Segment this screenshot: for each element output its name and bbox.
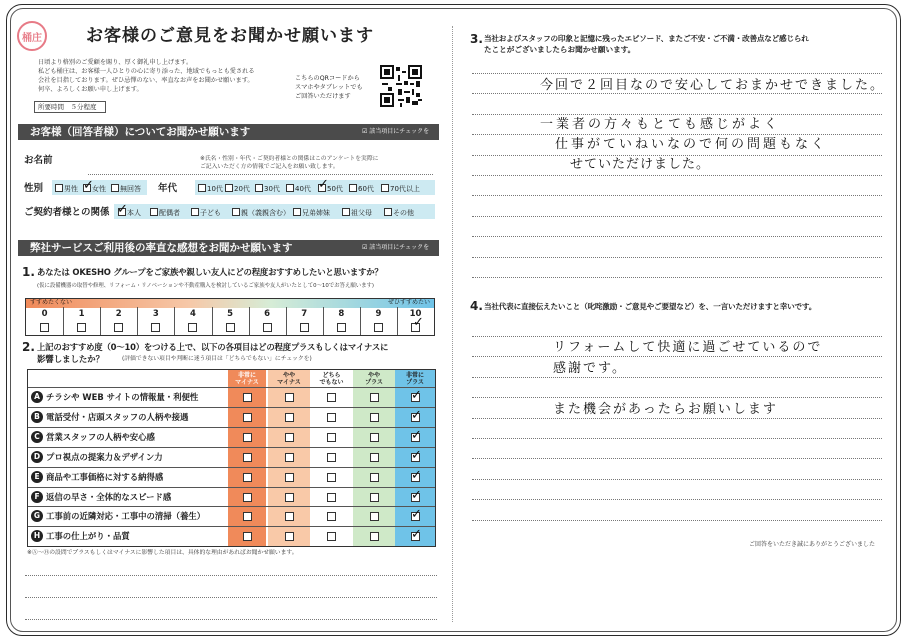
seal-text: 桶庄 [22,32,42,44]
page-title: お客様のご意見をお聞かせ願います [86,26,374,46]
answer-line [472,479,882,480]
check-hint [362,245,429,251]
option-label: 70代以上 [390,185,420,193]
scale-number: 7 [301,309,308,319]
qr-text [295,74,363,101]
row-divider [28,407,435,408]
relation-label: ご契約者様との関係 [24,207,110,218]
item-letter-icon: F [31,491,43,503]
scale-number: 4 [189,309,196,319]
checkbox[interactable] [191,208,199,216]
checkmark-icon: ✓ [413,315,424,330]
answer-line [472,93,882,94]
column-header: どちら でもない [319,372,344,386]
respondent-section-header [18,124,439,140]
q4-number: 4. [470,299,483,313]
rating-checkbox[interactable] [243,393,252,402]
relation-spouse[interactable] [150,208,180,217]
option-label: 本人 [127,209,141,217]
option-label: 子ども [200,209,221,217]
section-title: お客様（回答者様）についてお聞かせ願います [30,126,251,138]
item-letter-icon: B [31,411,43,423]
q3-answer-line-1: 今回で２回目なので安心しておまかせできました。 [540,78,886,93]
rating-checkbox[interactable] [370,453,379,462]
scale-checkbox[interactable] [337,323,346,332]
rating-checkbox[interactable] [285,532,294,541]
intro-line: 日頃より格別のご愛顧を賜り、厚く御礼申し上げます。 [38,59,193,66]
option-label: 20代 [234,185,250,193]
option-label: 親（義親含む） [241,209,290,217]
rating-checkbox[interactable] [327,532,336,541]
column-header: やや プラス [365,372,383,386]
item-text: 返信の早さ・全体的なスピード感 [46,491,172,502]
rating-checkbox[interactable] [285,433,294,442]
q4-text: 当社代表に直接伝えたいこと（叱咤激励・ご意見やご要望など）を、一言いただけますと幸いです。 [484,302,817,311]
scale-checkbox[interactable] [151,323,160,332]
rating-checkbox[interactable] [327,393,336,402]
gender-male[interactable] [55,184,78,193]
option-label: 女性 [92,185,106,193]
item-letter-icon: G [31,510,43,522]
q3-text-1: 当社およびスタッフの印象と記憶に残ったエピソード、またご不安・ご不満・改善点など感じられ [484,34,809,43]
answer-line [472,277,882,278]
scale-checkbox[interactable] [188,323,197,332]
rating-checkbox[interactable] [285,413,294,422]
rating-checkbox[interactable] [243,493,252,502]
answer-line [472,418,882,419]
answer-line [472,438,882,439]
relation-child[interactable] [191,208,221,217]
age-70s[interactable] [381,184,420,193]
answer-line [472,134,882,135]
checkbox[interactable] [55,184,63,192]
rating-checkbox[interactable] [327,493,336,502]
rating-checkbox[interactable] [327,473,336,482]
check-hint [362,129,429,135]
item-letter-icon: C [31,431,43,443]
answer-line [472,377,882,378]
rating-checkbox[interactable] [243,512,252,521]
scale-number: 10 [409,309,422,319]
item-letter-icon: D [31,451,43,463]
checkbox[interactable] [232,208,240,216]
option-label: 祖父母 [351,209,372,217]
scale-checkbox[interactable] [263,323,272,332]
option-label: 10代 [207,185,223,193]
check-icon: ☑ [362,128,370,135]
note-line: ※氏名・性別・年代・ご契約者様との関係はこのアンケートを実際に [200,156,379,162]
thanks-text: ご回答をいただき誠にありがとうございました [749,541,876,548]
answer-line [472,458,882,459]
intro-text [38,58,255,94]
checkmark-icon: ✓ [411,507,422,523]
scale-number: 6 [264,309,271,319]
checkbox[interactable] [111,184,119,192]
scale-checkbox[interactable] [226,323,235,332]
q1-note: (仮に設備機器の取替や修理、リフォーム・リノベーションや不動産購入を検討しているご家族や友人がいたとして0〜10でお答え願います) [37,283,375,289]
rating-checkbox[interactable] [327,413,336,422]
row-divider [28,506,435,507]
age-label: 年代 [158,183,178,194]
answer-line [472,216,882,217]
relation-grandparent[interactable] [342,208,372,217]
qr-line: ご回答いただけます [295,93,351,100]
q3-answer-line-2: 一業者の方々もとても感じがよく [540,117,781,132]
row-divider [28,467,435,468]
relation-sibling[interactable] [293,208,330,217]
item-text: 商品や工事価格に対する納得感 [46,471,164,482]
row-divider [28,427,435,428]
row-divider [28,487,435,488]
note-line: ご記入いただく方の情報でご記入をお願い致します。 [200,164,339,170]
scale-number: 1 [78,309,85,319]
checkbox[interactable] [381,184,389,192]
checkmark-icon: ✓ [411,527,422,543]
checkmark-icon: ✓ [411,407,422,423]
rating-checkbox[interactable] [370,393,379,402]
scale-high-label: ぜひすすめたい [387,299,430,306]
checkmark-icon: ✓ [83,178,94,193]
checkmark-icon: ✓ [411,487,422,503]
checkbox[interactable] [255,184,263,192]
check-icon: ☑ [362,244,370,251]
relation-other[interactable] [384,208,414,217]
option-label: 30代 [264,185,280,193]
age-40s[interactable] [286,184,311,193]
answer-line [25,597,437,598]
time-label: 所要時間 ５分程度 [38,103,97,111]
time-badge [34,101,106,113]
footnote: ※Ⓐ〜Ⓗの設問でプラスもしくはマイナスに影響した項目は、具体的な理由があればお聞かせ願います。 [27,550,298,556]
hint-text: 該当項目にチェックを [369,244,430,251]
answer-line [472,236,882,237]
q2-text-1: 上記のおすすめ度（0〜10）をつける上で、以下の各項目はどの程度プラスもしくはマイナスに [37,342,389,352]
q1-number: 1. [22,265,35,279]
option-label: 40代 [295,185,311,193]
answer-line [472,336,882,337]
q2-note: (評価できない項目や判断に迷う項目は「どちらでもない」にチェックを) [122,356,312,362]
age-20s[interactable] [225,184,250,193]
gender-label: 性別 [24,183,44,194]
rating-checkbox[interactable] [370,493,379,502]
intro-line: 私ども桶庄は、お客様一人ひとりの心に寄り添った、地域でもっとも愛される [38,68,255,75]
option-label: 無回答 [120,185,141,193]
relation-parent[interactable] [232,208,290,217]
column-header: やや マイナス [277,372,301,386]
answer-line [25,575,437,576]
q4-answer-line-2: 感謝です。 [553,361,627,376]
item-text: 工事前の近隣対応・工事中の清掃（養生） [46,511,206,522]
rating-checkbox[interactable] [370,512,379,521]
checkbox[interactable] [286,184,294,192]
gender-none[interactable] [111,184,141,193]
rating-checkbox[interactable] [370,532,379,541]
company-seal [17,21,47,51]
qr-line: こちらのQRコードから [295,75,360,82]
rating-checkbox[interactable] [243,473,252,482]
answer-line [472,356,882,357]
rating-checkbox[interactable] [243,433,252,442]
column-header: 非常に マイナス [235,372,259,386]
checkmark-icon: ✓ [318,177,329,192]
checkbox[interactable] [384,208,392,216]
checkbox[interactable] [150,208,158,216]
item-text: チラシや WEB サイトの情報量・利便性 [46,392,199,402]
scale-checkbox[interactable] [40,323,49,332]
scale-number: 0 [41,309,48,319]
answer-line [472,155,882,156]
scale-number: 3 [152,309,159,319]
checkmark-icon: ✓ [411,388,422,403]
scale-number: 2 [115,309,122,319]
checkmark-icon: ✓ [411,467,422,483]
option-label: 配偶者 [159,209,180,217]
hint-text: 該当項目にチェックを [369,128,430,135]
name-label: お名前 [24,155,53,166]
item-letter-icon: A [31,391,43,403]
rating-checkbox[interactable] [285,453,294,462]
column-header: 非常に プラス [405,372,424,386]
checkbox[interactable] [198,184,206,192]
scale-number: 5 [227,309,233,319]
answer-line [25,619,437,620]
checkbox[interactable] [225,184,233,192]
answer-line [472,397,882,398]
rating-checkbox[interactable] [285,512,294,521]
age-10s[interactable] [198,184,223,193]
item-text: プロ視点の提案力＆デザイン力 [46,451,163,462]
answer-line [472,73,882,74]
rating-checkbox[interactable] [243,532,252,541]
q2-number: 2. [22,340,35,354]
rating-checkbox[interactable] [285,473,294,482]
row-divider [28,447,435,448]
answer-line [472,114,882,115]
name-line [88,174,433,175]
option-label: 60代 [358,185,374,193]
scale-gradient [26,299,434,308]
column-divider [452,26,453,622]
age-60s[interactable] [349,184,374,193]
checkbox[interactable] [349,184,357,192]
rating-checkbox[interactable] [370,413,379,422]
scale-number: 9 [375,309,382,319]
q1-text: あなたは OKESHO グループをご家族や親しい友人にどの程度おすすめしたいと思いますか？ [37,267,383,277]
rating-checkbox[interactable] [243,413,252,422]
q3-number: 3. [470,32,483,46]
privacy-note [200,155,378,171]
intro-line: 会社を目指しております。ぜひ忌憚のない、率直なお声をお聞かせ願います。 [38,77,254,84]
q3-answer-line-3: 仕事がていねいなので何の問題もなく [555,137,828,152]
rating-checkbox[interactable] [370,433,379,442]
answer-line [472,195,882,196]
section-title: 弊社サービスご利用後の率直な感想をお聞かせ願います [30,242,293,254]
checkbox[interactable] [293,208,301,216]
answer-line [472,175,882,176]
item-text: 電話受付・店頭スタッフの人柄や接遇 [46,411,189,422]
scale-checkbox[interactable] [77,323,86,332]
row-divider [28,387,435,388]
qr-code-icon[interactable] [380,65,422,107]
checkbox[interactable] [342,208,350,216]
scale-number: 8 [338,309,345,319]
option-label: 50代 [327,185,343,193]
option-label: その他 [393,209,414,217]
service-section-header [18,240,439,256]
q3-text-2: たことがございましたらお聞かせ願います。 [484,45,636,54]
scale-low-label: すすめたくない [30,299,73,306]
option-label: 男性 [64,185,78,193]
intro-line: 何卒、よろしくお願い申し上げます。 [38,86,143,93]
q2-text-2: 影響しましたか？ [37,354,104,364]
q4-answer-line-3: また機会があったらお願いします [553,402,778,417]
age-30s[interactable] [255,184,280,193]
answer-line [472,520,882,521]
q4-answer-line-1: リフォームして快適に過ごせているので [553,340,823,355]
item-letter-icon: H [31,530,43,542]
item-letter-icon: E [31,471,43,483]
rating-checkbox[interactable] [243,453,252,462]
scale-checkbox[interactable] [300,323,309,332]
item-text: 営業スタッフの人柄や安心感 [46,431,155,442]
rating-checkbox[interactable] [327,512,336,521]
qr-line: スマホやタブレットでも [295,84,363,91]
rating-checkbox[interactable] [285,493,294,502]
q3-answer-line-4: せていただけました。 [570,157,711,172]
rating-checkbox[interactable] [327,453,336,462]
checkmark-icon: ✓ [117,202,128,217]
rating-checkbox[interactable] [327,433,336,442]
answer-line [472,499,882,500]
scale-checkbox[interactable] [374,323,383,332]
option-label: 兄弟姉妹 [302,209,330,217]
answer-line [472,257,882,258]
scale-checkbox[interactable] [114,323,123,332]
checkmark-icon: ✓ [411,427,422,443]
row-divider [28,526,435,527]
item-text: 工事の仕上がり・品質 [46,531,130,542]
checkmark-icon: ✓ [411,447,422,463]
rating-checkbox[interactable] [370,473,379,482]
rating-checkbox[interactable] [285,393,294,402]
